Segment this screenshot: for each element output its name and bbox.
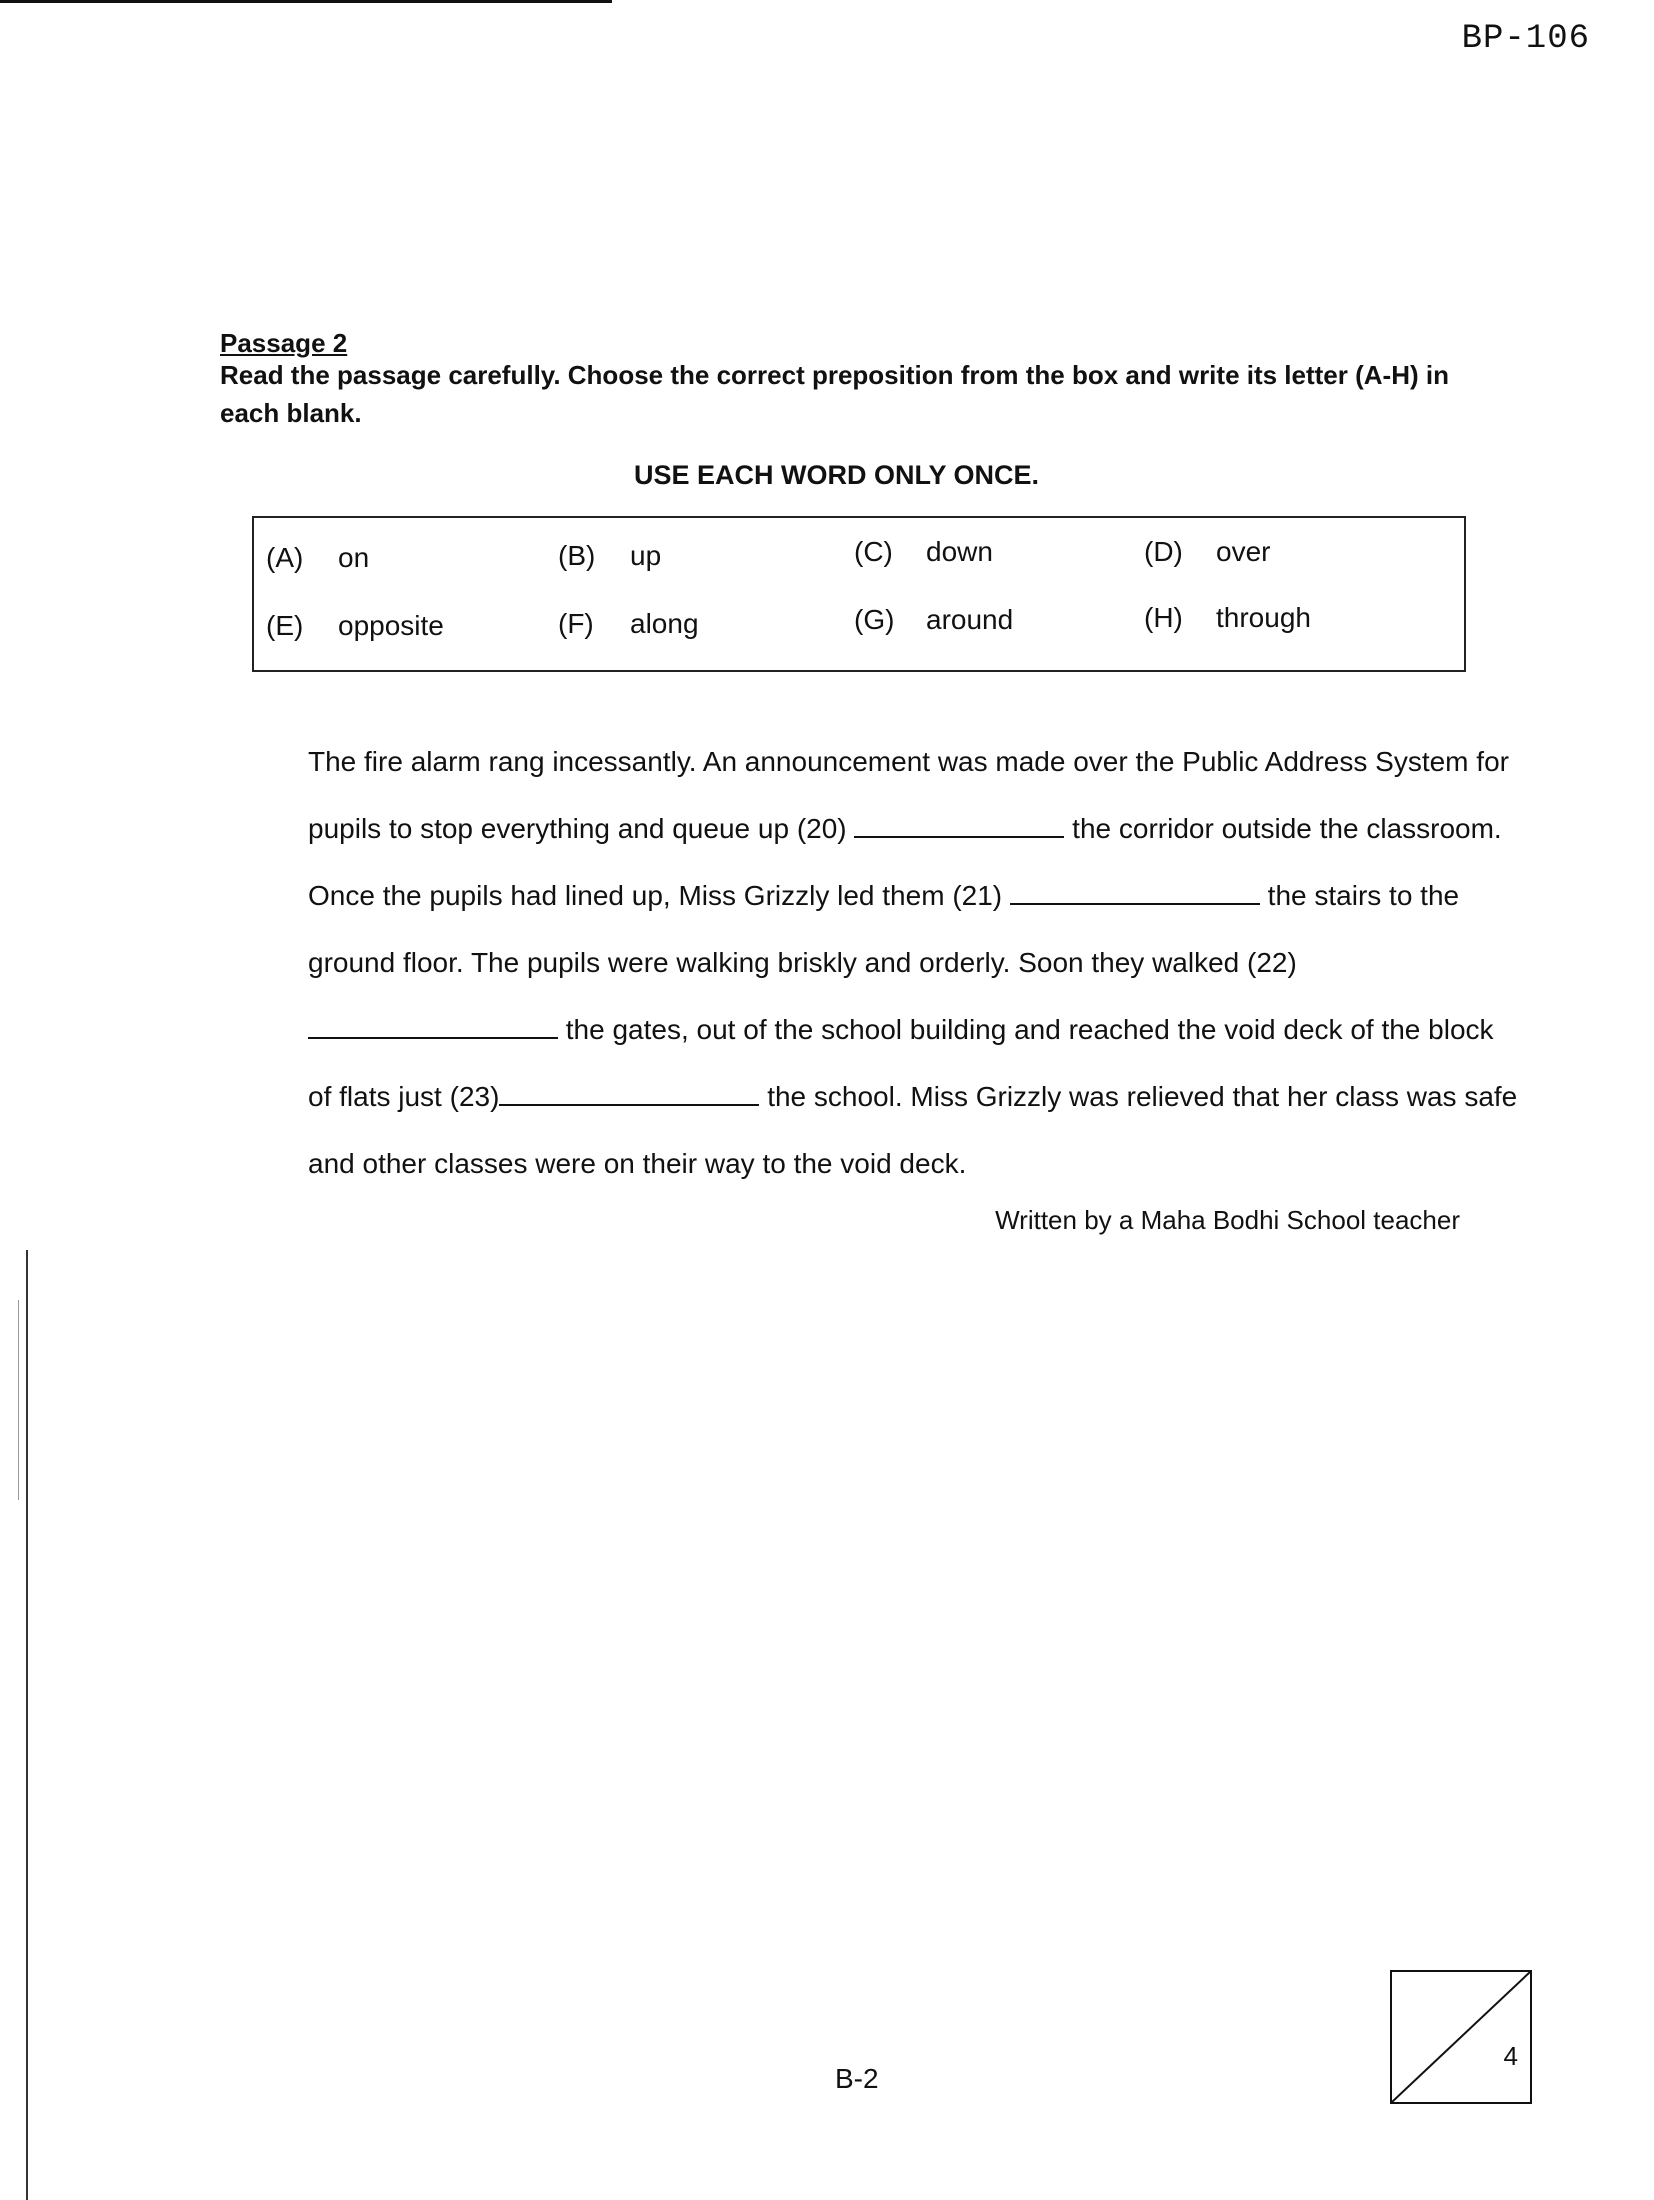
instruction-text: Read the passage carefully. Choose the correct preposition from the box and write its letter (A-H) in each blank.: [220, 360, 1449, 428]
left-margin-line: [26, 1250, 28, 2200]
score-max: 4: [1503, 2041, 1518, 2071]
option-c: [854, 536, 993, 568]
option-g: [854, 604, 1013, 636]
option-letter: (A): [266, 542, 304, 573]
page-number: B-2: [835, 2063, 879, 2094]
passage-sentence: The fire alarm rang incessantly. An announcement was made over the Public Address System for pupils to stop everything and queue up: [308, 746, 1509, 844]
passage-body: [220, 728, 1520, 1197]
option-letter: (E): [266, 610, 304, 641]
option-letter: (G): [854, 604, 895, 635]
option-word: down: [926, 536, 993, 567]
option-a: [266, 542, 369, 574]
option-letter: (D): [1144, 536, 1183, 567]
use-once-note: USE EACH WORD ONLY ONCE.: [634, 460, 1040, 490]
left-margin-line-faint: [18, 1300, 19, 1500]
passage-sentence: the corridor outside the classroom. Once the pupils had lined up, Miss Grizzly led them: [308, 813, 1502, 911]
option-letter: (F): [558, 608, 594, 639]
passage-sentence: the school. Miss Grizzly was relieved that her class was safe and other classes were on their way to the void deck.: [308, 1081, 1518, 1179]
question-number-23: (23): [449, 1081, 500, 1112]
option-letter: (B): [558, 540, 596, 571]
option-d: [1144, 536, 1270, 568]
option-b: [558, 540, 661, 572]
option-word: on: [338, 542, 370, 573]
option-word: over: [1216, 536, 1271, 567]
answer-blank-23[interactable]: [499, 1078, 759, 1106]
passage-sentence: the gates, out of the school building and reached the void deck of the block of flats just: [308, 1014, 1494, 1112]
option-letter: (H): [1144, 602, 1183, 633]
option-e: [266, 610, 444, 642]
option-word: up: [630, 540, 662, 571]
option-word: through: [1216, 602, 1311, 633]
top-rule: [0, 0, 612, 3]
passage-sentence: the stairs to the ground floor. The pupils were walking briskly and orderly. Soon they walked: [308, 880, 1460, 978]
passage-paragraph: [220, 728, 1520, 1197]
word-box: [252, 516, 1466, 672]
passage-title: Passage 2: [220, 328, 348, 358]
answer-blank-22[interactable]: [308, 1011, 558, 1039]
option-word: opposite: [338, 610, 444, 641]
score-box: [1390, 1970, 1532, 2104]
answer-blank-20[interactable]: [854, 810, 1064, 838]
author-credit: Written by a Maha Bodhi School teacher: [995, 1205, 1460, 1235]
score-divider: [1392, 1972, 1530, 2102]
paper-code: BP-106: [1461, 20, 1590, 58]
question-number-22: (22): [1247, 947, 1297, 978]
answer-blank-21[interactable]: [1010, 877, 1260, 905]
question-number-21: (21): [952, 880, 1003, 911]
option-f: [558, 608, 699, 640]
question-number-20: (20): [796, 813, 847, 844]
option-letter: (C): [854, 536, 893, 567]
option-h: [1144, 602, 1311, 634]
option-word: along: [630, 608, 699, 639]
option-word: around: [926, 604, 1014, 635]
